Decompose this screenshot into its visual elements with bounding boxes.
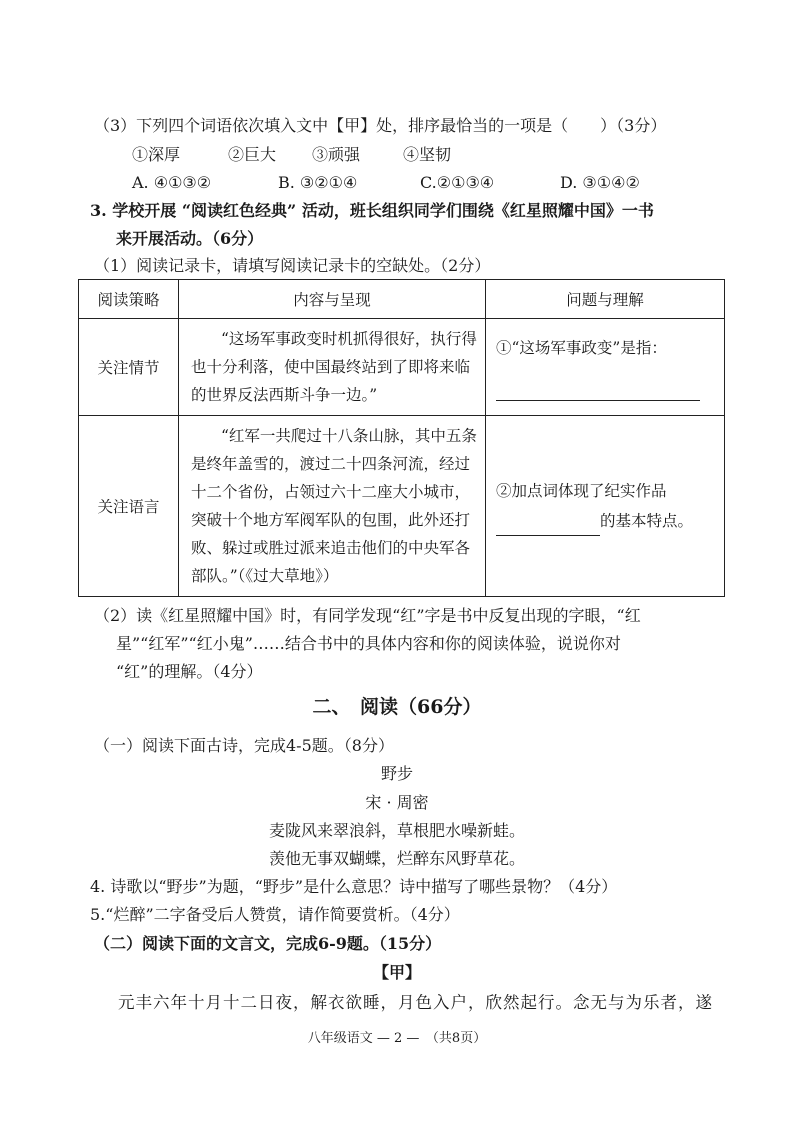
word-option-1: ①深厚	[132, 145, 181, 164]
table-row	[79, 319, 725, 416]
question-3-sub2-line1: （2）读《红星照耀中国》时，有同学发现“红”字是书中反复出现的字眼，“红	[94, 606, 641, 625]
question-3-sub2-line2: 星”“红军”“红小鬼”……结合书中的具体内容和你的阅读体验，说说你对	[116, 634, 621, 653]
content-text-language: “红军一共爬过十八条山脉，其中五条是终年盖雪的，渡过二十四条河流，经过十二个省份，占领过六十二座大小城市，突破十个地方军阀军队的包围，此外还打败、躲过或胜过派来追击他们的中央军各部队。”（《过大草地》）	[191, 427, 477, 585]
question-text-language-post: 的基本特点。	[600, 512, 694, 530]
poem-author: 宋 · 周密	[365, 793, 429, 812]
page-footer: 八年级语文 — 2 — （共8页）	[307, 1031, 487, 1046]
word-option-2: ②巨大	[228, 145, 277, 164]
word-option-4: ④坚韧	[403, 145, 452, 164]
part2-intro: （二）阅读下面的文言文，完成6-9题。（15分）	[94, 934, 442, 953]
section-heading: 二、 阅读（66分）	[312, 696, 482, 718]
content-cell-language	[179, 416, 486, 597]
reading-record-table	[78, 279, 725, 597]
choice-c: C.②①③④	[420, 173, 495, 192]
answer-blank-2[interactable]	[496, 535, 600, 536]
poem-line-1: 麦陇风来翠浪斜，草根肥水噪新蛙。	[268, 821, 525, 840]
poem-line-2: 羡他无事双蝴蝶，烂醉东风野草花。	[268, 849, 525, 868]
strategy-cell-language: 关注语言	[79, 416, 179, 597]
question-text-plot: ①“这场军事政变”是指：	[496, 339, 667, 357]
answer-blank-1[interactable]	[496, 400, 700, 401]
choice-b: B. ③②①④	[278, 173, 358, 192]
table-header-row	[79, 280, 725, 319]
question-2-3-stem: （3）下列四个词语依次填入文中【甲】处，排序最恰当的一项是（ ）（3分）	[94, 116, 667, 135]
question-3-line1: 3. 学校开展 “阅读红色经典” 活动，班长组织同学们围绕《红星照耀中国》一书	[90, 201, 654, 220]
passage-text: 元丰六年十月十二日夜，解衣欲睡，月色入户，欣然起行。念无与为乐者，遂	[118, 993, 713, 1012]
passage-label: 【甲】	[372, 963, 421, 982]
content-text-plot: “这场军事政变时机抓得很好，执行得也十分利落，使中国最终站到了即将来临的世界反法西斯斗争一边。”	[191, 330, 477, 404]
part1-intro: （一）阅读下面古诗，完成4-5题。（8分）	[94, 736, 394, 755]
header-content: 内容与呈现	[179, 280, 486, 319]
question-3-sub2-line3: “红”的理解。（4分）	[116, 662, 263, 681]
choice-a: A. ④①③②	[132, 173, 212, 192]
question-4: 4. 诗歌以“野步”为题，“野步”是什么意思？诗中描写了哪些景物？（4分）	[90, 877, 618, 896]
question-3-sub1: （1）阅读记录卡，请填写阅读记录卡的空缺处。（2分）	[94, 256, 491, 275]
choice-d: D. ③①④②	[560, 173, 640, 192]
question-text-language-pre: ②加点词体现了纪实作品	[496, 482, 667, 500]
content-cell-plot	[179, 319, 486, 416]
table-row	[79, 416, 725, 597]
header-strategy: 阅读策略	[79, 280, 179, 319]
strategy-cell-plot: 关注情节	[79, 319, 179, 416]
header-question: 问题与理解	[486, 280, 725, 319]
question-cell-language	[486, 416, 725, 597]
question-3-line2: 来开展活动。（6分）	[116, 229, 264, 248]
question-cell-plot	[486, 319, 725, 416]
word-option-3: ③顽强	[312, 145, 361, 164]
poem-title: 野步	[380, 764, 413, 783]
question-5: 5.“烂醉”二字备受后人赞赏，请作简要赏析。（4分）	[90, 905, 460, 924]
